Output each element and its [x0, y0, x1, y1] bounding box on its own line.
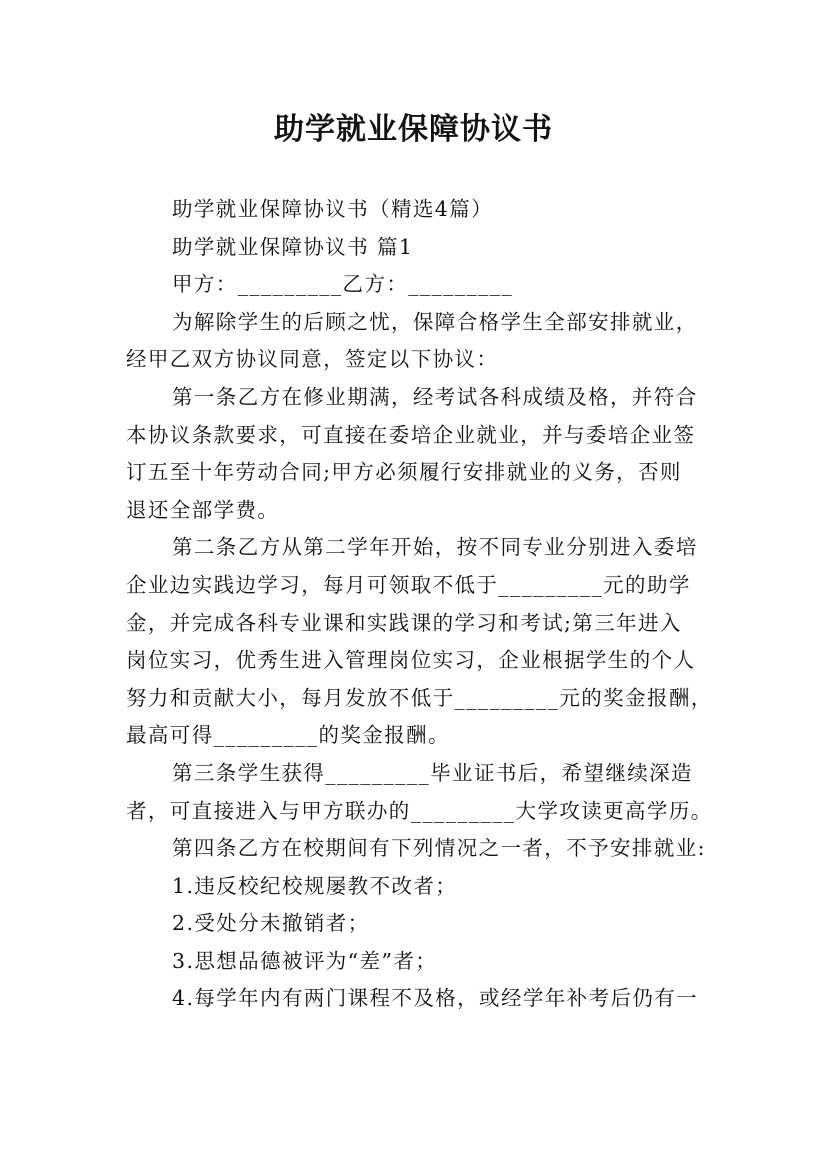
document-line: 第二条乙方从第二学年开始，按不同专业分别进入委培: [172, 535, 698, 560]
document-line: 1.违反校纪校规屡教不改者；: [172, 873, 458, 898]
document-line: 4.每学年内有两门课程不及格，或经学年补考后仍有一: [172, 986, 699, 1011]
document-line: 甲方：_________乙方：_________: [172, 272, 514, 297]
document-line: 岗位实习，优秀生进入管理岗位实习，企业根据学生的个人: [126, 648, 696, 673]
document-line: 订五至十年劳动合同;甲方必须履行安排就业的义务，否则: [126, 460, 682, 485]
document-line: 努力和贡献大小，每月发放不低于_________元的奖金报酬，: [126, 685, 713, 710]
document-body: [126, 191, 713, 1018]
document-line: 2.受处分未撤销者；: [172, 911, 370, 936]
document-line: 第一条乙方在修业期满，经考试各科成绩及格，并符合: [172, 384, 698, 409]
document-line: 为解除学生的后顾之忧，保障合格学生全部安排就业，: [172, 309, 698, 334]
document-line: 退还全部学费。: [126, 497, 280, 522]
document-line: 最高可得_________的奖金报酬。: [126, 723, 450, 748]
document-title: 助学就业保障协议书: [274, 112, 553, 147]
document-line: 助学就业保障协议书 篇1: [172, 234, 414, 259]
document-line: 者，可直接进入与甲方联办的_________大学攻读更高学历。: [126, 798, 713, 823]
document-line: 企业边实践边学习，每月可领取不低于_________元的助学: [126, 572, 691, 597]
document-line: 本协议条款要求，可直接在委培企业就业，并与委培企业签: [126, 422, 696, 447]
document-line: 第三条学生获得_________毕业证书后，希望继续深造: [172, 760, 693, 785]
document-line: 3.思想品德被评为“差”者；: [172, 948, 438, 973]
document-line: 经甲乙双方协议同意，签定以下协议：: [126, 347, 499, 372]
document-line: 第四条乙方在校期间有下列情况之一者，不予安排就业:: [172, 836, 706, 861]
document-line: 助学就业保障协议书（精选4篇）: [172, 197, 494, 221]
document-line: 金，并完成各科专业课和实践课的学习和考试;第三年进入: [126, 610, 682, 635]
